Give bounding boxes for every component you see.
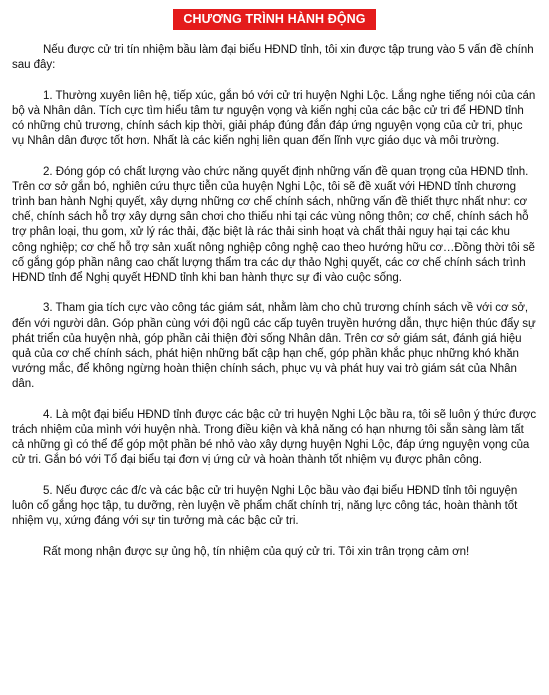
action-item-3: 3. Tham gia tích cực vào công tác giám sát, nhằm làm cho chủ trương chính sách về với cơ sở, đến với người dân. Góp phần cùng với đội ngũ các cấp tuyên truyền hướng dẫn, thực hiện thúc đẩy sự phát triển của huyện nhà, góp phần cải thiện đời sống Nhân dân. Trên cơ sở giám sát, đánh giá hiệu quả của cơ chế chính sách, phát hiện những bất cập hạn chế, góp phần khắc phục những khó khăn vướng mắc, để không ngừng hoàn thiện chính sách, phục vụ và phát huy vai trò giám sát của Nhân dân. [12,302,536,391]
title-container [12,9,537,30]
action-item-4: 4. Là một đại biểu HĐND tỉnh được các bậc cử tri huyện Nghi Lộc bầu ra, tôi sẽ luôn ý thức được trách nhiệm của mình với huyện nhà. Trong điều kiện và khả năng có hạn nhưng tôi sẵn sàng làm tất cả những gì có thể để góp một phần bé nhỏ vào xây dựng huyện Nghi Lộc, đáp ứng nguyện vọng của cử tri. Gắn bó với Tổ đại biểu tại đơn vị ứng cử và hoàn thành tốt nhiệm vụ được phân công. [12,408,537,467]
intro-paragraph: Nếu được cử tri tín nhiệm bầu làm đại biểu HĐND tỉnh, tôi xin được tập trung vào 5 vấn đề chính sau đây: [12,44,534,72]
page-title: CHƯƠNG TRÌNH HÀNH ĐỘNG [173,9,375,30]
closing-paragraph: Rất mong nhận được sự ủng hộ, tín nhiệm của quý cử tri. Tôi xin trân trọng cảm ơn! [43,545,470,558]
action-item-2: 2. Đóng góp có chất lượng vào chức năng quyết định những vấn đề quan trọng của HĐND tỉnh. Trên cơ sở gắn bó, nghiên cứu thực tiễn của huyện Nghi Lộc, tôi sẽ đề xuất với HĐND tỉnh chương trình ban hành Nghị quyết, xây dựng những cơ chế chính sách, những vấn đề thiết thực nhất như: cơ chế, chính sách hỗ trợ xây dựng sân chơi cho thiếu nhi tại các vùng nông thôn; cơ chế, chính sách hỗ trợ phân loại, thu gom, xử lý rác thải, đặc biệt là rác thải sinh hoạt và chất thải nguy hại tại các khu công nghiệp; cơ chế hỗ trợ sản xuất nông nghiệp công nghệ cao theo hướng hữu cơ…Đồng thời tôi sẽ cố gắng góp phần nâng cao chất lượng thẩm tra các dự thảo Nghị quyết, các cơ chế chính sách trình HĐND tỉnh để Nghị quyết HĐND tỉnh khi ban hành thực sự đi vào cuộc sống. [12,165,535,285]
action-item-1: 1. Thường xuyên liên hệ, tiếp xúc, gắn bó với cử tri huyện Nghi Lộc. Lắng nghe tiếng nói của cán bộ và Nhân dân. Tích cực tìm hiểu tâm tư nguyện vọng và kiến nghị của các bậc cử tri để HĐND tỉnh có những chủ trương, chính sách kịp thời, giải pháp đúng đắn đáp ứng nguyện vọng của cử tri, phục vụ Nhân dân được tốt hơn. Nhất là các kiến nghị liên quan đến lĩnh vực giáo dục và môi trường. [12,89,536,148]
action-item-5: 5. Nếu được các đ/c và các bậc cử tri huyện Nghi Lộc bầu vào đại biểu HĐND tỉnh tôi nguyện luôn cố gắng học tập, tu dưỡng, rèn luyện về phẩm chất chính trị, năng lực công tác, hoàn thành tốt nhiệm vụ, xứng đáng với sự tin tưởng mà các bậc cử tri. [12,484,518,528]
